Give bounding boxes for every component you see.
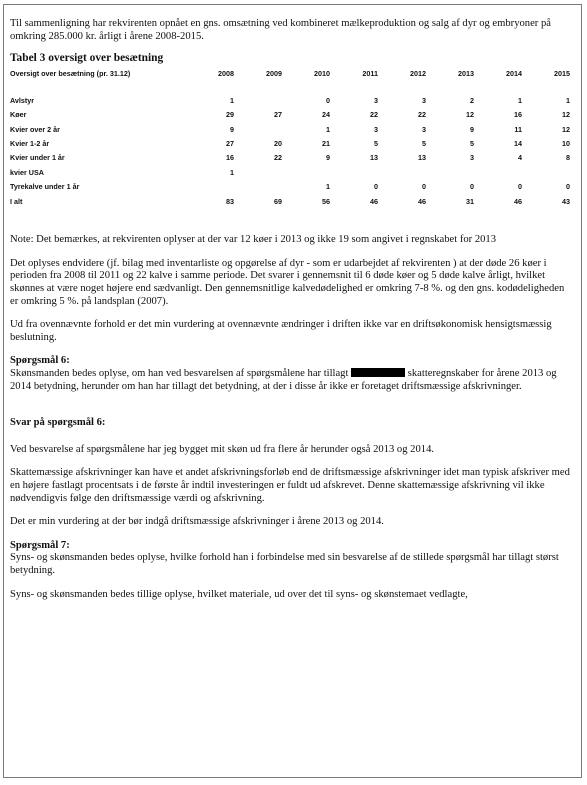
table-cell: 12 (562, 124, 570, 134)
table-cell: 46 (370, 196, 378, 206)
table-cell: 21 (322, 139, 330, 149)
answer-6-paragraph-2: Skattemæssige afskrivninger kan have et andet afskrivningsforløb end de driftsmæssige afskrivninger idet man typisk afskriver med en højere fastlagt procentsats i de første år indtil investeringen er fuldt ud afskrevet. Denne skattemæssige afskrivning vil ikke nødvendigvis følge den driftsmæssige værdi og afskrivning. (10, 467, 570, 504)
table-cell (234, 93, 282, 107)
table-cell: 3 (422, 95, 426, 105)
year-header: 2014 (506, 68, 522, 78)
table-cell (234, 122, 282, 136)
table-header-row (10, 68, 570, 79)
table-cell: 83 (226, 196, 234, 206)
table-cell: 29 (226, 110, 234, 120)
table-cell: 9 (326, 153, 330, 163)
table-cell: 16 (514, 110, 522, 120)
year-header: 2011 (362, 68, 378, 78)
table-cell (474, 165, 522, 179)
table-cell: 0 (518, 182, 522, 192)
table-cell: 22 (418, 110, 426, 120)
table-cell: 1 (566, 95, 570, 105)
answer-6-paragraph-3: Det er min vurdering at der bør indgå driftsmæssige afskrivninger i årene 2013 og 2014. (10, 516, 384, 528)
table-cell: 22 (370, 110, 378, 120)
row-label: Tyrekalve under 1 år (10, 182, 80, 192)
table-cell: 3 (470, 153, 474, 163)
table-cell: 12 (562, 110, 570, 120)
table-cell: 8 (566, 153, 570, 163)
table-cell: 1 (230, 95, 234, 105)
row-label: I alt (10, 196, 23, 206)
table-cell: 3 (374, 95, 378, 105)
table-cell: 1 (326, 182, 330, 192)
table-row (10, 108, 570, 122)
table-corner-label: Oversigt over besætning (pr. 31.12) (10, 68, 131, 78)
table-cell (378, 165, 426, 179)
table-cell: 12 (466, 110, 474, 120)
row-label: Kvier 1-2 år (10, 139, 50, 149)
year-header: 2009 (266, 68, 282, 78)
table-cell: 13 (418, 153, 426, 163)
table-cell: 20 (274, 139, 282, 149)
table-cell (234, 165, 282, 179)
table-cell: 13 (370, 153, 378, 163)
table-cell: 46 (418, 196, 426, 206)
table-row (10, 165, 570, 179)
table-cell: 46 (514, 196, 522, 206)
table-cell: 43 (562, 196, 570, 206)
intro-paragraph: Til sammenligning har rekvirenten opnået en gns. omsætning ved kombineret mælkeproduktion og salg af dyr og embryoner på omkring 285.000 kr. årligt i årene 2008-2015. (10, 18, 551, 42)
table-cell: 5 (470, 139, 474, 149)
question-7-heading: Spørgsmål 7: (10, 539, 70, 551)
table-cell: 11 (514, 124, 522, 134)
question-7-text: Syns- og skønsmanden bedes oplyse, hvilke forhold han i forbindelse med sin besvarelse af de stillede spørgsmål har tillagt størst betydning. (10, 552, 559, 576)
table-row (10, 122, 570, 136)
table-cell: 3 (422, 124, 426, 134)
table-cell: 3 (374, 124, 378, 134)
table-cell (282, 165, 330, 179)
table-cell: 10 (562, 139, 570, 149)
table-cell: 0 (326, 95, 330, 105)
assessment-paragraph: Ud fra ovennævnte forhold er det min vurdering at ovennævnte ændringer i driften ikke var en driftsøkonomisk hensigtsmæssig beslutning. (10, 319, 552, 343)
table-row (10, 194, 570, 208)
table-cell: 1 (230, 167, 234, 177)
table-cell: 1 (518, 95, 522, 105)
table-cell: 2 (470, 95, 474, 105)
table-cell: 1 (326, 124, 330, 134)
table-row (10, 93, 570, 107)
note-paragraph: Note: Det bemærkes, at rekvirenten oplyser at der var 12 køer i 2013 og ikke 19 som angivet i regnskabet for 2013 (10, 234, 497, 246)
table-cell: 9 (470, 124, 474, 134)
answer-6-heading: Svar på spørgsmål 6: (10, 417, 106, 429)
row-label: Kvier under 1 år (10, 153, 65, 163)
table-cell (186, 180, 234, 194)
table-cell: 56 (322, 196, 330, 206)
table-row (10, 151, 570, 165)
table-cell: 5 (422, 139, 426, 149)
table-cell: 69 (274, 196, 282, 206)
table-title: Tabel 3 oversigt over besætning (10, 52, 164, 65)
document-body (10, 18, 572, 601)
table-cell: 4 (518, 153, 522, 163)
herd-table (10, 68, 570, 209)
table-cell: 27 (274, 110, 282, 120)
table-cell: 0 (374, 182, 378, 192)
table-cell (330, 165, 378, 179)
year-header: 2010 (314, 68, 330, 78)
table-cell: 0 (422, 182, 426, 192)
row-label: Kvier over 2 år (10, 124, 60, 134)
year-header: 2008 (218, 68, 234, 78)
table-cell: 27 (226, 139, 234, 149)
table-cell: 31 (466, 196, 474, 206)
table-cell: 0 (470, 182, 474, 192)
table-cell: 16 (226, 153, 234, 163)
answer-6-paragraph-1: Ved besvarelse af spørgsmålene har jeg bygget mit skøn ud fra flere år herunder også 2013 og 2014. (10, 443, 435, 455)
last-paragraph: Syns- og skønsmanden bedes tillige oplyse, hvilket materiale, ud over det til syns- og skønstemaet vedlagte, (10, 588, 468, 600)
year-header: 2012 (410, 68, 426, 78)
row-label: Køer (10, 110, 27, 120)
table-cell: 0 (566, 182, 570, 192)
table-cell (522, 165, 570, 179)
table-row (10, 136, 570, 150)
table-cell: 24 (322, 110, 330, 120)
table-row (10, 180, 570, 194)
redaction-bar (351, 368, 405, 377)
table-cell: 9 (230, 124, 234, 134)
table-cell (234, 180, 282, 194)
question-6-text: Skønsmanden bedes oplyse, om han ved besvarelsen af spørgsmålene har tillagt skatteregnskaber for årene 2013 og 2014 betydning, herunder om han har tillagt det betydning, at der i disse år ikke er foretaget driftsmæssige afskrivninger. (10, 368, 557, 392)
mortality-paragraph: Det oplyses endvidere (jf. bilag med inventarliste og opgørelse af dyr - som er udarbejdet af rekvirenten ) at der døde 26 køer i perioden fra 2008 til 2011 og 22 kalve i samme periode. Det svarer i gennemsnit til 6 døde køer og 5 døde kalve årligt, hvilket skønnes at være noget højere end sædvanligt. Den gennemsnitlige kalvedødelighed er omkring 7-8 %. og den gns. kodødeligheden er omkring 5 %. på landsplan (2007). (10, 257, 565, 307)
table-cell: 14 (514, 139, 522, 149)
year-header: 2013 (458, 68, 474, 78)
table-cell: 22 (274, 153, 282, 163)
row-label: kvier USA (10, 167, 44, 177)
row-label: Avlstyr (10, 95, 35, 105)
table-cell (426, 165, 474, 179)
question-6-heading: Spørgsmål 6: (10, 355, 70, 367)
table-cell: 5 (374, 139, 378, 149)
year-header: 2015 (554, 68, 570, 78)
